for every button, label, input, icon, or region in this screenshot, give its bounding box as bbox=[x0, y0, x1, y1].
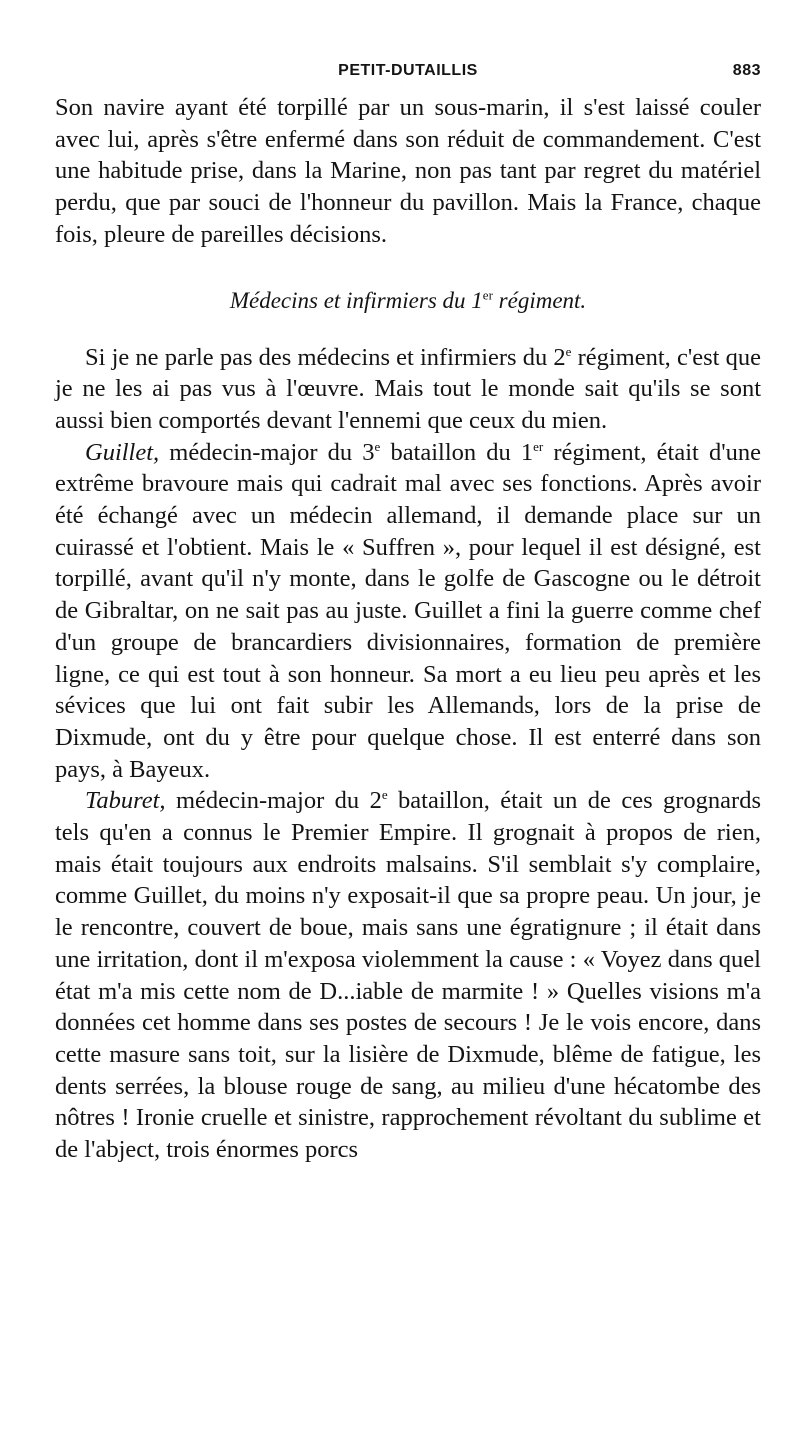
running-head-author: PETIT-DUTAILLIS bbox=[338, 62, 478, 79]
paragraph-2-b: régiment, c'est que je ne les ai pas vus à l'œuvre. Mais tout le monde sait qu'ils se sont aussi bien comportés devant l'ennemi que ceux du mien. bbox=[55, 343, 761, 434]
section-title-text: Médecins et infirmiers du 1 bbox=[229, 287, 483, 313]
paragraph-2-a: Si je ne parle pas des médecins et infirmiers du 2 bbox=[85, 343, 566, 371]
book-page bbox=[55, 62, 761, 1166]
paragraph-3-a: médecin-major du 3 bbox=[159, 438, 375, 466]
paragraph-4-b: bataillon, était un de ces grognards tels qu'en a connus le Premier Empire. Il grognait à propos de rien, mais était toujours aux endroits malsains. S'il semblait s'y complaire, comme Guillet, du moins n'y exposait-il que sa propre peau. Un jour, je le rencontre, couvert de boue, mais sans une égratignure ; il était dans une irritation, dont il m'exposa violemment la cause : « Voyez dans quel état m'a mis cette nom de D...iable de marmite ! » Quelles visions m'a données cet homme dans ses postes de secours ! Je le vois encore, dans cette masure sans toit, sur la lisière de Dixmude, blême de fatigue, les dents serrées, la blouse rouge de sang, au milieu d'une hécatombe des nôtres ! Ironie cruelle et sinistre, rapprochement révoltant du sublime et de l'abject, trois énormes porcs bbox=[55, 787, 761, 1164]
paragraph-4-a: médecin-major du 2 bbox=[165, 787, 382, 815]
paragraph-2 bbox=[55, 342, 761, 437]
paragraph-4 bbox=[55, 785, 761, 1165]
paragraph-3 bbox=[55, 437, 761, 786]
person-name-guillet: Guillet, bbox=[85, 438, 160, 466]
section-title bbox=[55, 285, 761, 316]
paragraph-1: Son navire ayant été torpillé par un sous-marin, il s'est laissé couler avec lui, après s'être enfermé dans son réduit de commandement. C'est une habitude prise, dans la Marine, non pas tant par regret du matériel perdu, que par souci de l'honneur du pavillon. Mais la France, chaque fois, pleure de pareilles décisions. bbox=[55, 94, 761, 248]
paragraph-3-b: bataillon du 1 bbox=[380, 438, 534, 466]
running-head bbox=[55, 62, 761, 92]
section-title-sup: er bbox=[482, 286, 493, 302]
page-number: 883 bbox=[732, 62, 761, 79]
paragraph-2-sup: e bbox=[565, 343, 572, 359]
paragraph-4-sup: e bbox=[381, 787, 388, 803]
section-title-end: régiment. bbox=[492, 287, 587, 313]
paragraph-3-sup-b: er bbox=[533, 438, 544, 454]
paragraph-3-sup-a: e bbox=[374, 438, 381, 454]
paragraph-3-c: régiment, était d'une extrême bravoure mais qui cadrait mal avec ses fonctions. Après avoir été échangé avec un médecin allemand, il demande place sur un cuirassé et l'obtient. Mais le « Suffren », pour lequel il est désigné, est torpillé, avant qu'il n'y monte, dans le golfe de Gascogne ou le détroit de Gibraltar, on ne sait pas au juste. Guillet a fini la guerre comme chef d'un groupe de brancardiers divisionnaires, formation de première ligne, ce qui est tout à son honneur. Sa mort a eu lieu peu après et les sévices que lui ont fait subir les Allemands, lors de la prise de Dixmude, ont du y être pour quelque chose. Il est enterré dans son pays, à Bayeux. bbox=[55, 438, 761, 783]
person-name-taburet: Taburet, bbox=[85, 787, 166, 815]
